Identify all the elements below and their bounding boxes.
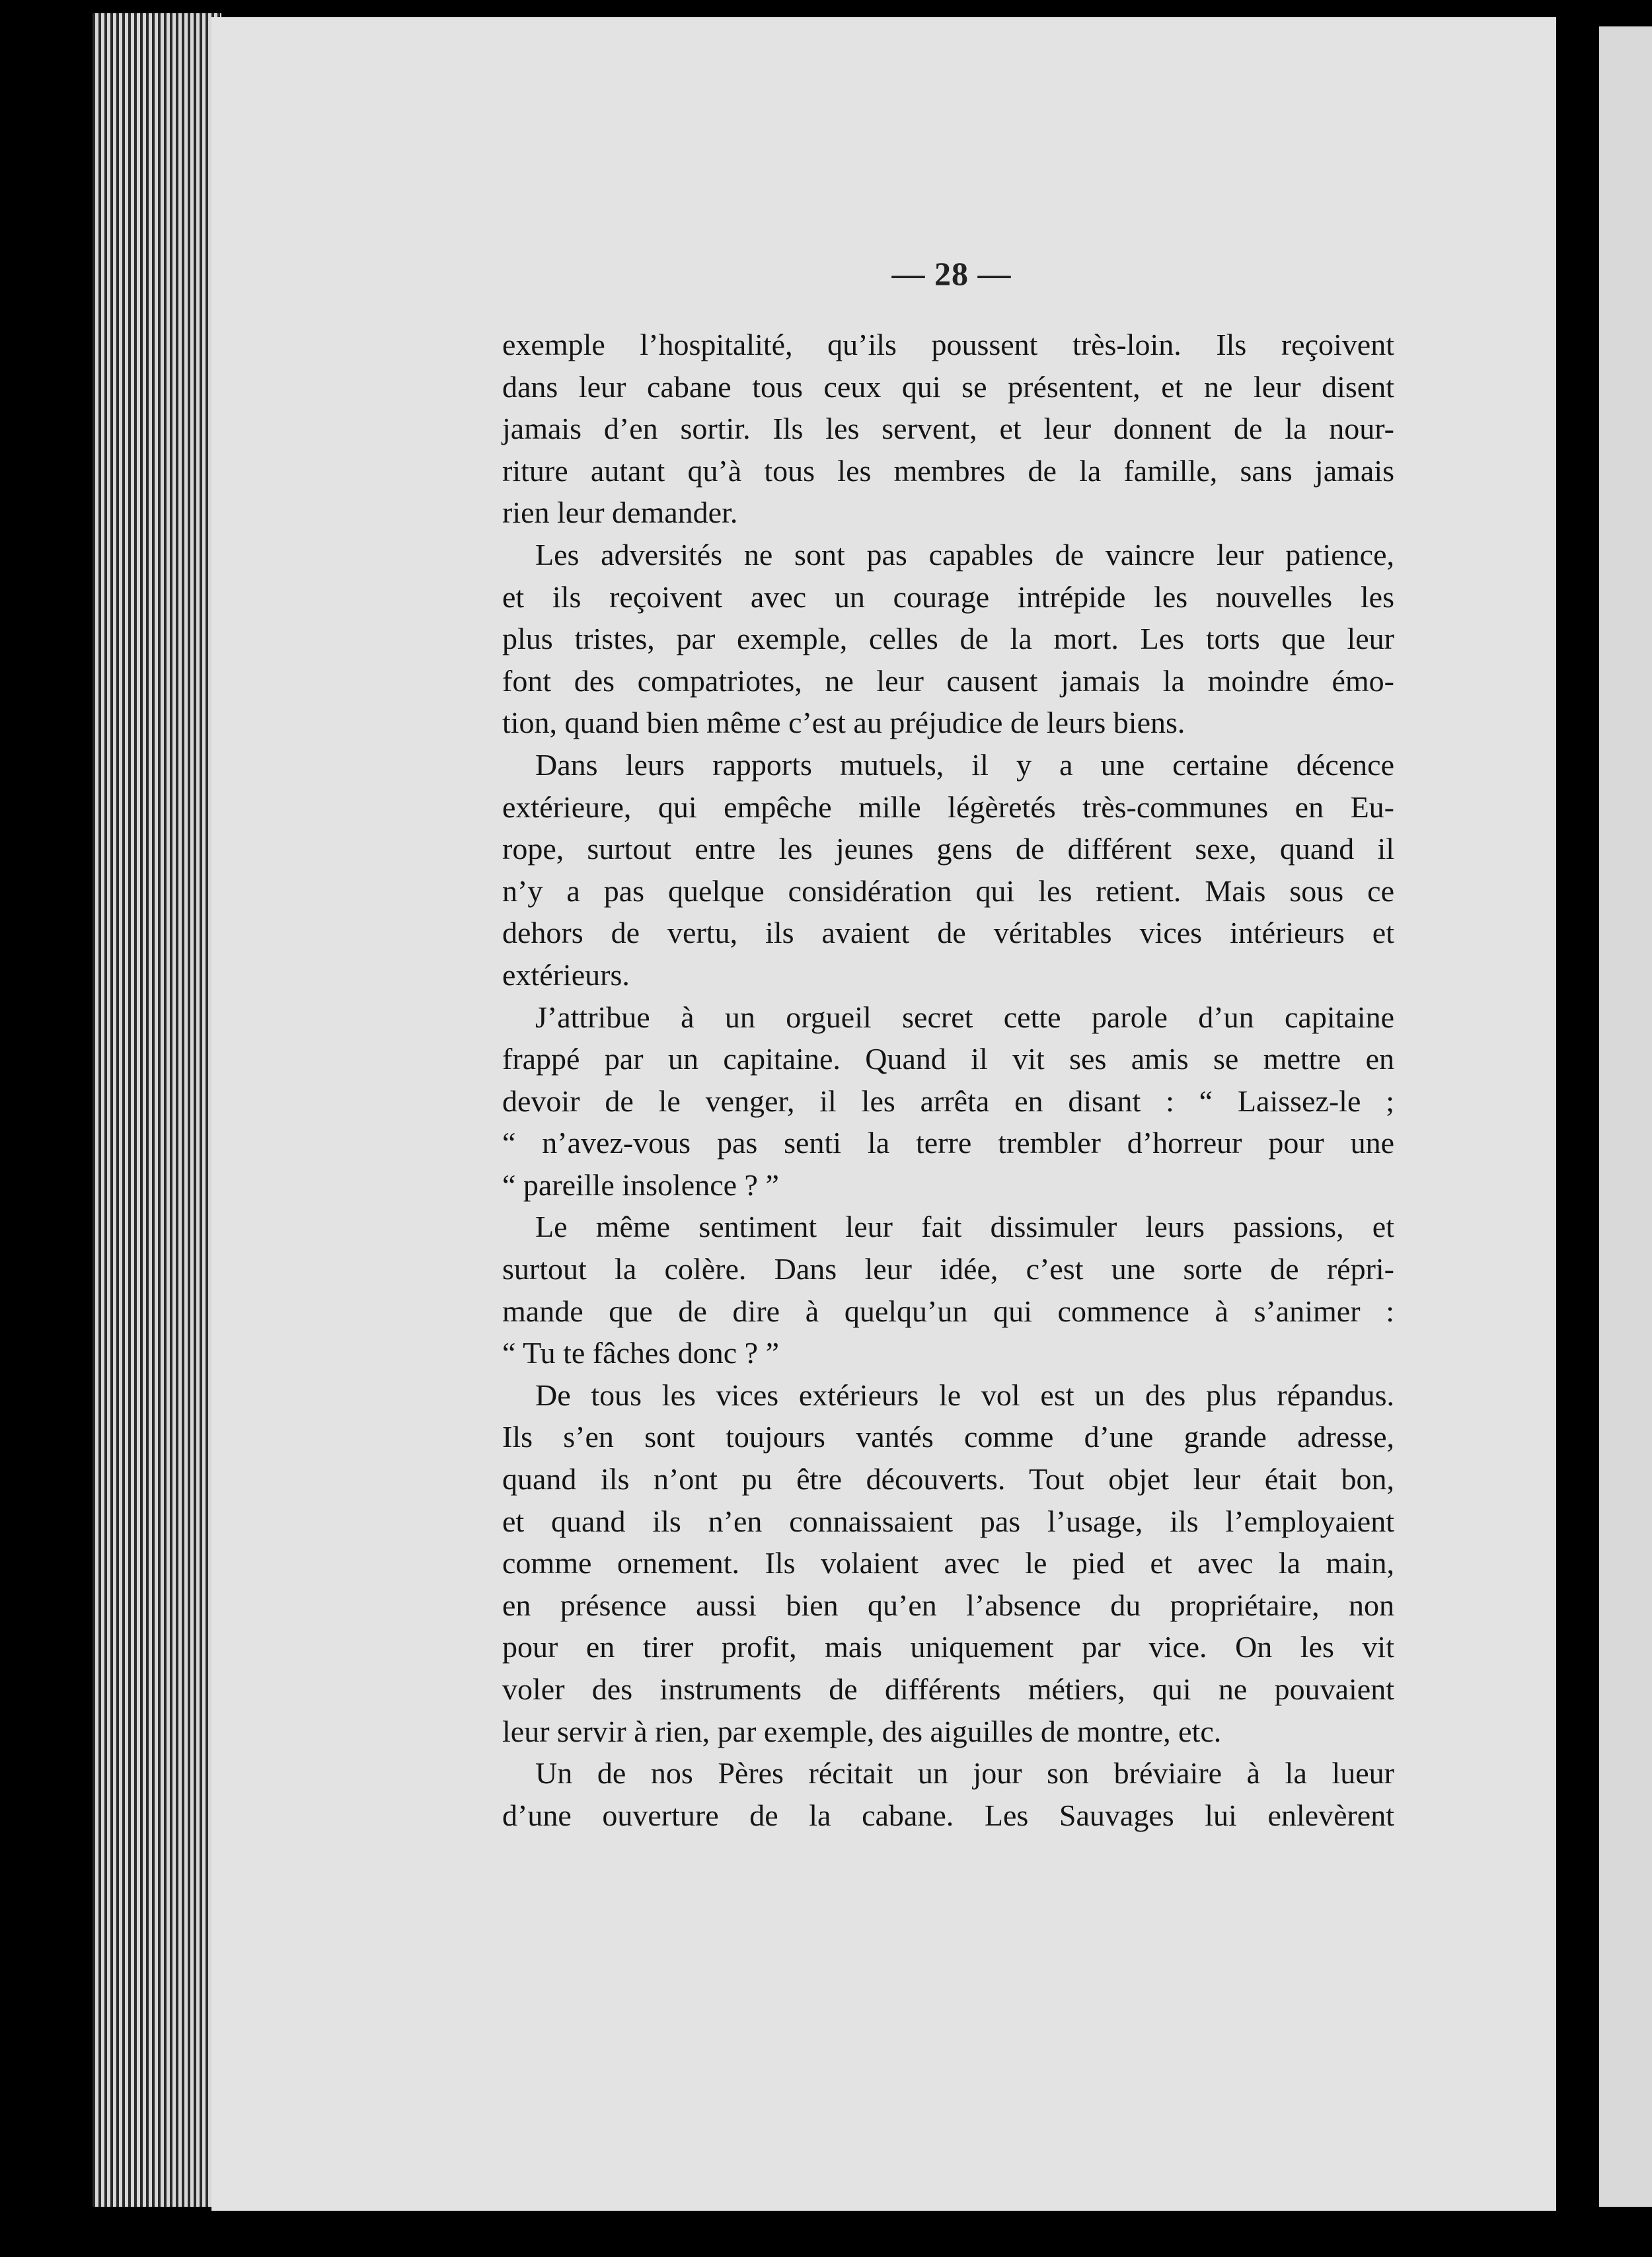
text-line: J’attribue à un orgueil secret cette parole d’un capitaine — [535, 1000, 1394, 1034]
text-line: “ Tu te fâches donc ? ” — [502, 1336, 779, 1370]
paragraph-3 — [502, 744, 1394, 996]
text-line: en présence aussi bien qu’en l’absence du propriétaire, non — [502, 1588, 1394, 1622]
text-line: Dans leurs rapports mutuels, il y a une certaine décence — [535, 747, 1394, 782]
text-line: extérieure, qui empêche mille légèretés très-communes en Eu- — [502, 790, 1394, 824]
text-line: d’une ouverture de la cabane. Les Sauvages lui enlevèrent — [502, 1798, 1394, 1832]
text-line: rope, surtout entre les jeunes gens de différent sexe, quand il — [502, 832, 1394, 866]
paragraph-6 — [502, 1374, 1394, 1752]
text-line: mande que de dire à quelqu’un qui commence à s’animer : — [502, 1294, 1394, 1328]
text-line: exemple l’hospitalité, qu’ils poussent très-loin. Ils reçoivent — [502, 328, 1394, 361]
text-line: rien leur demander. — [502, 496, 738, 530]
text-line: frappé par un capitaine. Quand il vit ses amis se mettre en — [502, 1042, 1394, 1076]
paragraph-1 — [502, 324, 1394, 534]
text-line: n’y a pas quelque considération qui les retient. Mais sous ce — [502, 873, 1394, 908]
text-line: quand ils n’ont pu être découverts. Tout objet leur était bon, — [502, 1462, 1394, 1497]
paragraph-4 — [502, 996, 1394, 1206]
text-line: De tous les vices extérieurs le vol est un des plus répandus. — [535, 1378, 1394, 1412]
body-text — [502, 324, 1394, 1836]
text-line: jamais d’en sortir. Ils les servent, et leur donnent de la nour- — [502, 412, 1394, 446]
text-line: tion, quand bien même c’est au préjudice de leurs biens. — [502, 706, 1185, 740]
text-line: surtout la colère. Dans leur idée, c’est une sorte de répri- — [502, 1252, 1394, 1286]
text-line: Les adversités ne sont pas capables de vaincre leur patience, — [535, 537, 1394, 572]
text-line: Le même sentiment leur fait dissimuler leurs passions, et — [535, 1210, 1394, 1244]
text-line: leur servir à rien, par exemple, des aiguilles de montre, etc. — [502, 1714, 1222, 1748]
text-line: riture autant qu’à tous les membres de la famille, sans jamais — [502, 453, 1394, 488]
text-line: devoir de le venger, il les arrêta en disant : “ Laissez-le ; — [502, 1084, 1394, 1118]
text-line: “ n’avez-vous pas senti la terre trembler d’horreur pour une — [502, 1126, 1394, 1160]
text-line: Un de nos Pères récitait un jour son bréviaire à la lueur — [535, 1756, 1394, 1791]
paragraph-2 — [502, 534, 1394, 744]
text-line: extérieurs. — [502, 957, 630, 992]
text-line: et quand ils n’en connaissaient pas l’usage, ils l’employaient — [502, 1504, 1394, 1538]
paragraph-7 — [502, 1752, 1394, 1836]
text-line: voler des instruments de différents métiers, qui ne pouvaient — [502, 1672, 1394, 1706]
facing-page-edge — [1599, 26, 1652, 2207]
paragraph-5 — [502, 1206, 1394, 1374]
text-line: et ils reçoivent avec un courage intrépide les nouvelles les — [502, 579, 1394, 614]
page-edges-stack — [93, 13, 221, 2207]
text-line: “ pareille insolence ? ” — [502, 1167, 779, 1202]
page-number: — 28 — — [891, 255, 1012, 292]
text-line: comme ornement. Ils volaient avec le pied et avec la main, — [502, 1546, 1394, 1580]
book-gutter — [1556, 13, 1599, 2233]
text-line: plus tristes, par exemple, celles de la mort. Les torts que leur — [502, 622, 1394, 656]
text-line: pour en tirer profit, mais uniquement par vice. On les vit — [502, 1630, 1394, 1664]
text-line: dans leur cabane tous ceux qui se présentent, et ne leur disent — [502, 369, 1394, 404]
text-line: dehors de vertu, ils avaient de véritables vices intérieurs et — [502, 916, 1394, 950]
text-line: Ils s’en sont toujours vantés comme d’une grande adresse, — [502, 1420, 1394, 1454]
text-line: font des compatriotes, ne leur causent jamais la moindre émo- — [502, 663, 1394, 698]
